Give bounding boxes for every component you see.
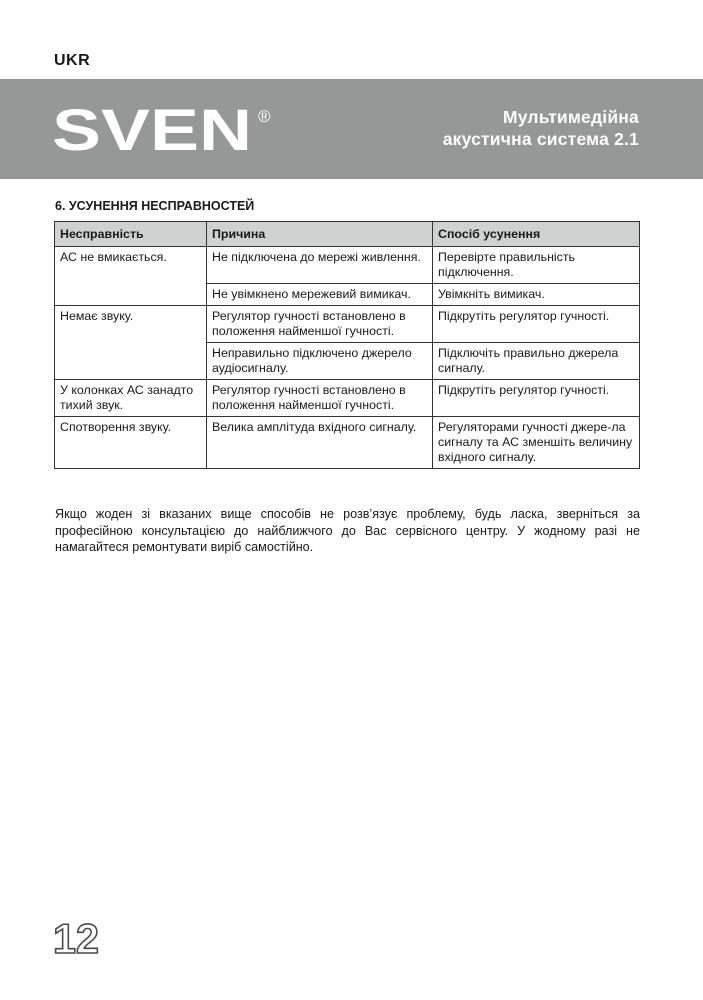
remedy-cell: Підкрутіть регулятор гучності.: [433, 306, 640, 343]
problem-cell: Немає звуку.: [55, 306, 207, 343]
logo-text: SVEN: [52, 104, 252, 154]
support-paragraph: Якщо жоден зі вказаних вище способів не розв’язує проблему, будь ласка, зверніться за професійною консультацією до найближчого до Вас сервісного центру. У жодному разі не намагайтеся ремонтувати виріб самостійно.: [55, 507, 640, 555]
remedy-cell: Регуляторами гучності джере-ла сигналу та АС зменшіть величину вхідного сигналу.: [433, 417, 640, 469]
problem-cell-continued: [55, 284, 207, 306]
language-label: UKR: [54, 52, 91, 69]
problem-cell: АС не вмикається.: [55, 247, 207, 284]
table-row: [55, 343, 640, 380]
table-row: [55, 284, 640, 306]
problem-cell-continued: [55, 343, 207, 380]
troubleshooting-table: [54, 221, 640, 469]
page-number: [53, 921, 101, 955]
remedy-cell: Підкрутіть регулятор гучності.: [433, 380, 640, 417]
cause-cell: Регулятор гучності встановлено в положення найменшої гучності.: [207, 380, 433, 417]
remedy-cell: Перевірте правильність підключення.: [433, 247, 640, 284]
remedy-cell: Підключіть правильно джерела сигналу.: [433, 343, 640, 380]
header-cause: Причина: [207, 222, 433, 247]
table-row: [55, 306, 640, 343]
cause-cell: Неправильно підключено джерело аудіосигналу.: [207, 343, 433, 380]
table-row: [55, 247, 640, 284]
sven-logo: [52, 104, 274, 154]
problem-cell: Спотворення звуку.: [55, 417, 207, 469]
cause-cell: Не підключена до мережі живлення.: [207, 247, 433, 284]
table-row: [55, 417, 640, 469]
cause-cell: Не увімкнено мережевий вимикач.: [207, 284, 433, 306]
cause-cell: Велика амплітуда вхідного сигналу.: [207, 417, 433, 469]
section-title: 6. УСУНЕННЯ НЕСПРАВНОСТЕЙ: [55, 199, 255, 213]
cause-cell: Регулятор гучності встановлено в положення найменшої гучності.: [207, 306, 433, 343]
table-header-row: [55, 222, 640, 247]
product-title-line2: акустична система 2.1: [442, 129, 639, 149]
table-row: [55, 380, 640, 417]
page-number-text: 12: [53, 921, 99, 955]
registered-mark: ®: [258, 107, 271, 126]
header-remedy: Спосіб усунення: [433, 222, 640, 247]
product-title-line1: Мультимедійна: [502, 107, 639, 127]
product-title: [443, 106, 639, 150]
remedy-cell: Увімкніть вимикач.: [433, 284, 640, 306]
problem-cell: У колонках АС занадто тихий звук.: [55, 380, 207, 417]
header-problem: Несправність: [55, 222, 207, 247]
